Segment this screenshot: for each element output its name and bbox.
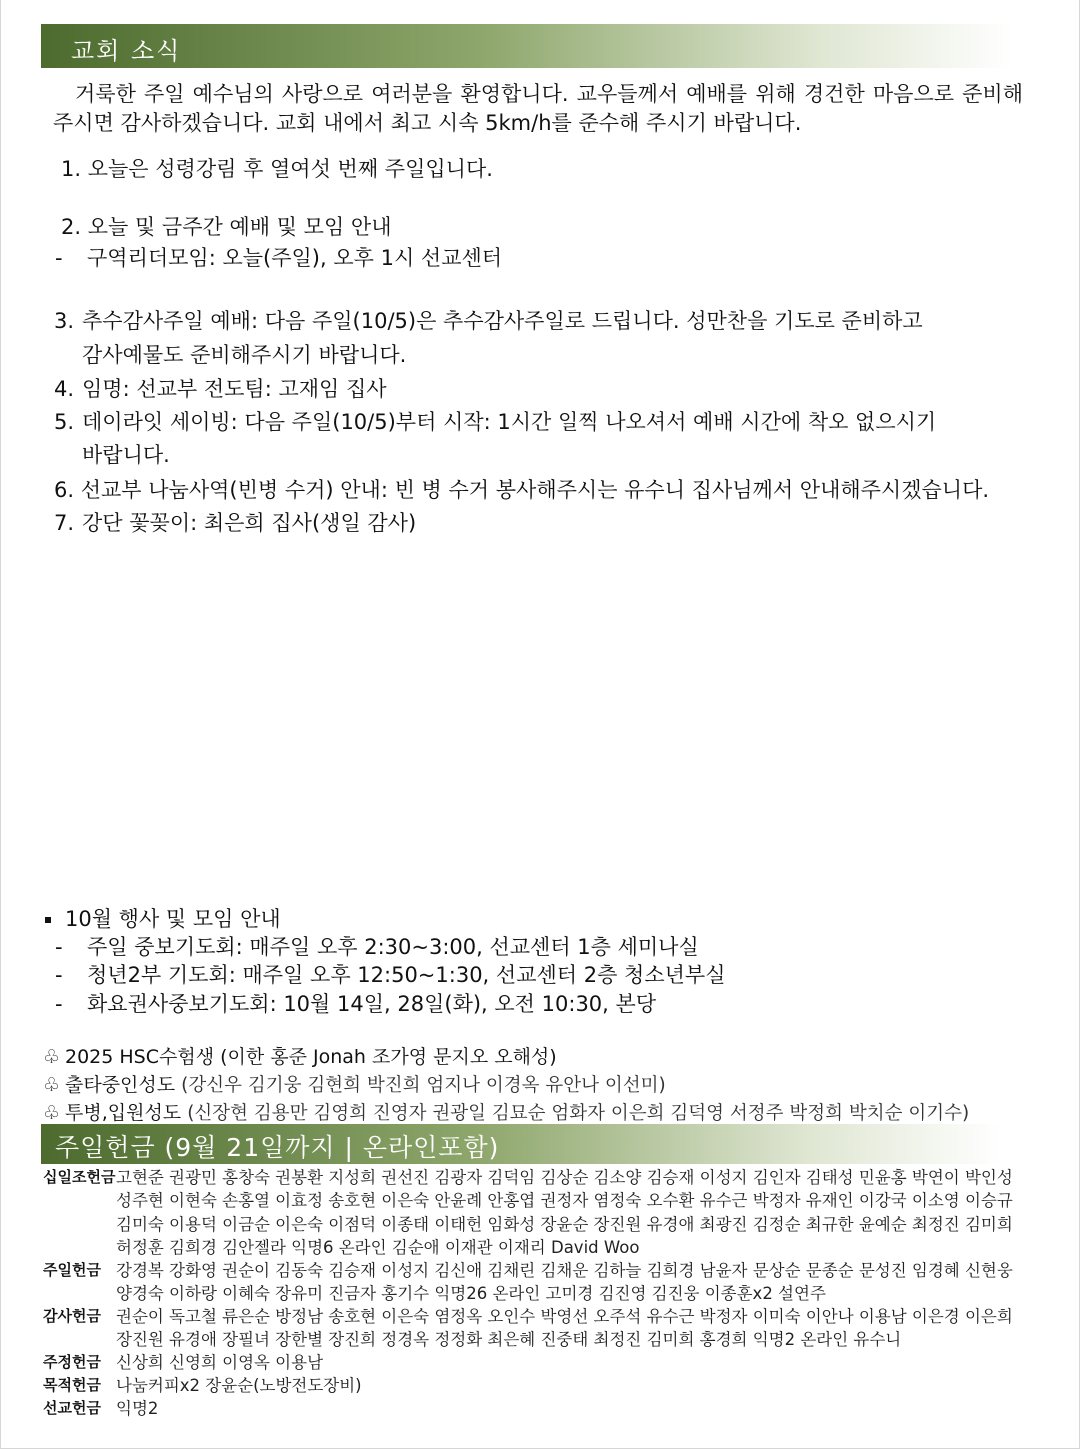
notice-item-5: 5. 데이라잇 세이빙: 다음 주일(10/5)부터 시작: 1시간 일찍 나오셔서 예배 시간에 착오 없으시기 xyxy=(54,410,937,434)
club-icon: ♧ xyxy=(43,1102,61,1124)
purpose-offering-names: 나눔커피x2 장윤순(노방전도장비) xyxy=(116,1376,362,1395)
notice-item-1: 1. 오늘은 성령강림 후 열여섯 번째 주일입니다. xyxy=(61,157,493,181)
purpose-offering-row xyxy=(43,1374,1023,1398)
sunday-offering-label: 주일헌금 xyxy=(43,1261,101,1279)
notice-item-3: 3. 추수감사주일 예배: 다음 주일(10/5)은 추수감사주일로 드립니다. 성만찬을 기도로 준비하고 xyxy=(54,309,923,333)
welcome-paragraph xyxy=(53,80,1023,138)
notice-item-5-cont: 바랍니다. xyxy=(82,443,170,467)
square-bullet-icon xyxy=(45,917,51,923)
church-news-header xyxy=(41,24,1013,68)
offering-title: 주일헌금 (9월 21일까지 | 온라인포함) xyxy=(55,1133,500,1162)
building-offering-names: 신상희 신영희 이영옥 이용남 xyxy=(116,1353,324,1372)
notice-item-6: 6. 선교부 나눔사역(빈병 수거) 안내: 빈 병 수거 봉사해주시는 유수니 집사님께서 안내해주시겠습니다. xyxy=(54,478,990,502)
october-title: 10월 행사 및 모임 안내 xyxy=(43,903,281,933)
club-icon: ♧ xyxy=(43,1074,61,1096)
thanks-offering-row xyxy=(43,1305,1023,1352)
mission-offering-names: 익명2 xyxy=(116,1399,159,1418)
sick-members: ♧ 투병,입원성도 (신장현 김용만 김영희 진영자 권광일 김묘순 엄화자 이은희 김덕영 서정주 박정희 박치순 이기수) xyxy=(43,1102,970,1124)
notice-item-2-title: 2. 오늘 및 금주간 예배 및 모임 안내 xyxy=(61,215,392,239)
tithe-row xyxy=(43,1166,1023,1260)
sunday-offering-names: 강경복 강화영 권순이 김동숙 김승재 이성지 김신애 김채린 김채운 김하늘 김희경 남윤자 문상순 문종순 문성진 임경혜 신현웅 양경숙 이하랑 이혜숙 장유미 진금자 홍기수 익명26 온라인 고미경 김진영 김진웅 이종훈x2 설연주 xyxy=(116,1261,1013,1304)
hsc-students: ♧ 2025 HSC수험생 (이한 홍준 Jonah 조가영 문지오 오해성) xyxy=(43,1046,557,1068)
notice-item-7: 7. 강단 꽃꽂이: 최은희 집사(생일 감사) xyxy=(54,511,417,535)
traveling-members: ♧ 출타중인성도 (강신우 김기웅 김현희 박진희 엄지나 이경옥 유안나 이선미) xyxy=(43,1074,666,1096)
october-item: - 화요권사중보기도회: 10월 14일, 28일(화), 오전 10:30, 본당 xyxy=(55,992,657,1016)
mission-offering-label: 선교헌금 xyxy=(43,1399,101,1417)
october-item: - 청년2부 기도회: 매주일 오후 12:50~1:30, 선교센터 2층 청소년부실 xyxy=(55,963,726,987)
church-news-title: 교회 소식 xyxy=(71,37,182,65)
thanks-offering-names: 권순이 독고철 류은순 방정남 송호현 이은숙 염정옥 오인수 박영선 오주석 유수근 박정자 이미숙 이안나 이용남 이은경 이은희 장진원 유경애 장필녀 장한별 장진희 정경옥 정정화 최은혜 진중태 최정진 김미희 홍경희 익명2 온라인 유수니 xyxy=(116,1307,1013,1350)
building-offering-row xyxy=(43,1351,1023,1375)
notice-item-4: 4. 임명: 선교부 전도팀: 고재임 집사 xyxy=(54,377,387,401)
welcome-text: 거룩한 주일 예수님의 사랑으로 여러분을 환영합니다. 교우들께서 예배를 위해 경건한 마음으로 준비해주시면 감사하겠습니다. 교회 내에서 최고 시속 5km/h를 준수해 주시기 바랍니다. xyxy=(53,82,1023,135)
offering-header xyxy=(41,1124,1001,1164)
sunday-offering-row xyxy=(43,1259,1023,1306)
thanks-offering-label: 감사헌금 xyxy=(43,1307,101,1325)
tithe-label: 십일조헌금 xyxy=(43,1168,116,1186)
club-icon: ♧ xyxy=(43,1046,61,1068)
notice-item-2-sub: - 구역리더모임: 오늘(주일), 오후 1시 선교센터 xyxy=(55,246,503,270)
purpose-offering-label: 목적헌금 xyxy=(43,1376,101,1394)
notice-item-3-cont: 감사예물도 준비해주시기 바랍니다. xyxy=(82,343,407,367)
building-offering-label: 주정헌금 xyxy=(43,1353,101,1371)
mission-offering-row xyxy=(43,1397,1023,1421)
tithe-names: 고현준 권광민 홍창숙 권봉환 지성희 권선진 김광자 김덕임 김상순 김소양 김승재 이성지 김인자 김태성 민윤홍 박연이 박인성 성주현 이현숙 손홍열 이효정 송호현 이은숙 안윤례 안홍엽 권정자 염정숙 오수환 유수근 박정자 유재인 이강국 이소영 이승규 김미숙 이용덕 이금순 이은숙 이점덕 이종태 이태헌 임화성 장윤순 장진원 유경애 최광진 김정순 최규한 윤예순 최정진 김미희 허정훈 김희경 김안젤라 익명6 온라인 김순애 이재관 이재리 David Woo xyxy=(116,1168,1013,1257)
october-item: - 주일 중보기도회: 매주일 오후 2:30~3:00, 선교센터 1층 세미나실 xyxy=(55,935,699,959)
